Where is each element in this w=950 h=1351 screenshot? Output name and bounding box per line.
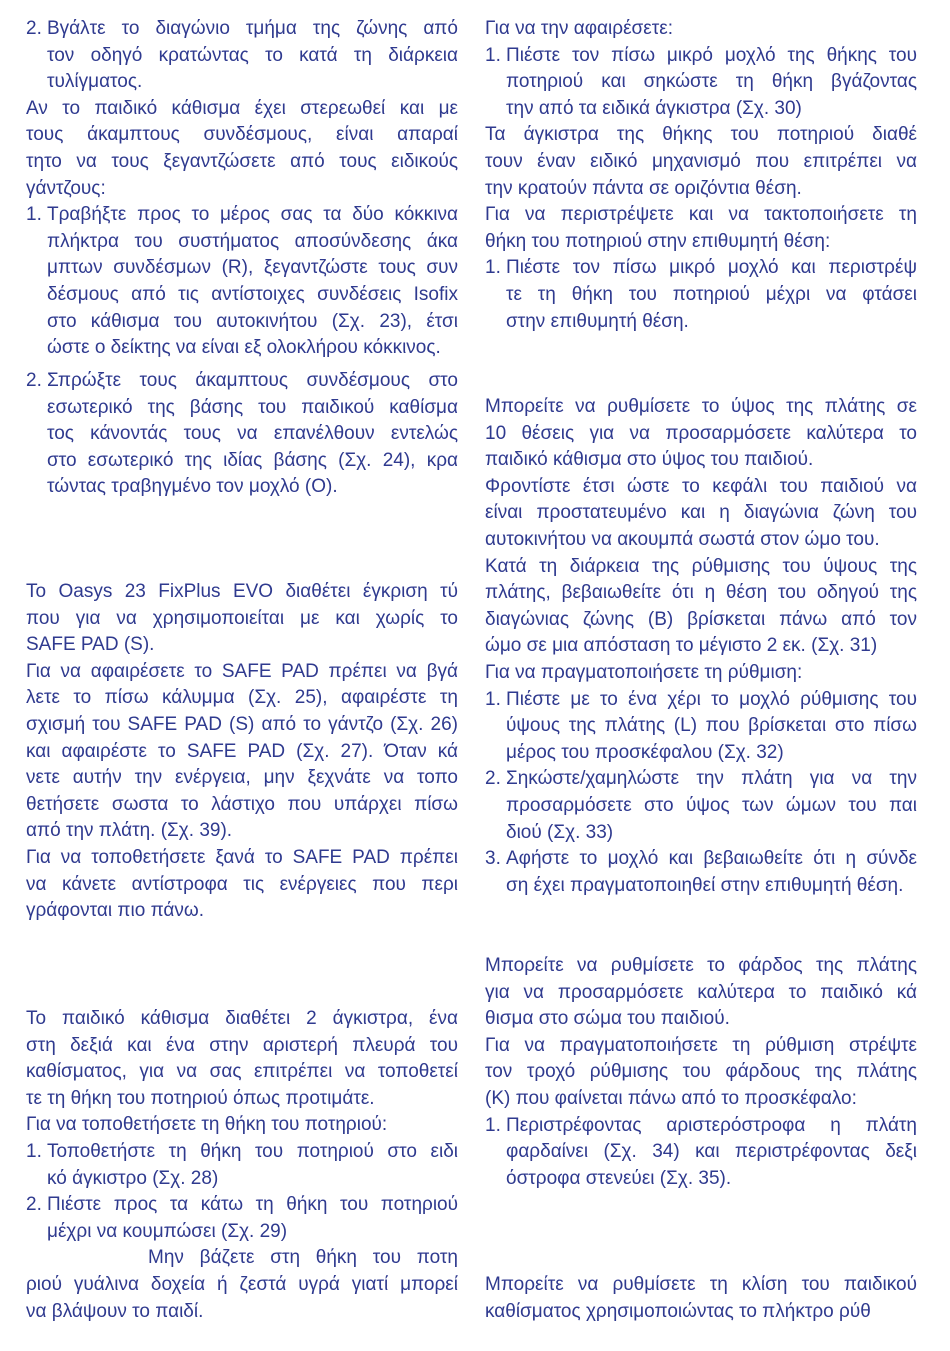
list-number: 2. [485,768,501,790]
list-number: 1. [26,204,42,226]
text-line: Για να την αφαιρέσετε: [485,18,673,39]
text-line: στη δεξιά και ένα στην αριστερή πλευρά του [26,1034,458,1056]
text-line: Αφήστε το μοχλό και βεβαιωθείτε ότι η σύνδε [506,848,917,870]
text-line: καθίσματος, για να σας επιτρέπει να τοποθετεί [26,1061,458,1083]
text-line: (K) που φαίνεται πάνω από το προσκέφαλο: [485,1088,857,1109]
text-line: για να προσαρμόσετε καλύτερα το παιδικό κά [485,981,917,1003]
text-line: τε τη θήκη του ποτηριού όπως προτιμάτε. [26,1087,375,1109]
text-line: τους άκαμπτους συνδέσμους, είναι απαραί [26,124,458,146]
text-line: θισμα στο σώμα του παιδιού. [485,1008,730,1030]
text-line: γράφονται πιο πάνω. [26,900,205,922]
list-number: 2. [26,1194,42,1216]
text-line: Τραβήξτε προς το μέρος σας τα δύο κόκκινα [47,204,458,226]
text-line: να βλάψουν το παιδί. [26,1300,204,1322]
text-line: Φροντίστε έτσι ώστε το κεφάλι του παιδιού να [485,475,917,497]
text-line: τώντας τραβηγμένο τον μοχλό (O). [47,476,338,498]
text-line: που για να χρησιμοποιείται με και χωρίς το [26,607,458,629]
text-line: Μπορείτε να ρυθμίσετε το ύψος της πλάτης σε [485,396,917,417]
text-line: την κρατούν πάντα σε οριζόντια θέση. [485,177,802,199]
text-line: γάντζους: [26,177,106,199]
text-line: και αφαιρέστε το SAFE PAD (Σχ. 27). Όταν κά [26,740,458,762]
text-line: μέχρι να κουμπώσει (Σχ. 29) [47,1220,288,1242]
text-line: καθίσματος χρησιμοποιώντας το πλήκτρο ρύθ [485,1300,871,1322]
text-line: Για να περιστρέψετε και να τακτοποιήσετε τη [485,204,917,226]
text-line: ώστε ο δείκτης να είναι εξ ολοκλήρου κόκκινος. [47,337,441,359]
list-number: 1. [26,1141,42,1162]
text-line: τε τη θήκη του ποτηριού μέχρι να φτάσει [506,284,917,305]
text-line: εσωτερικό της βάσης του παιδικού καθίσμα [47,396,458,418]
text-line: Πιέστε τον πίσω μικρό μοχλό της θήκης του [506,44,917,66]
list-number: 1. [485,1114,501,1136]
list-number: 2. [26,18,42,39]
text-line: Αν το παιδικό κάθισμα έχει στερεωθεί και με [26,97,458,119]
text-line: Για να τοποθετήσετε ξανά το SAFE PAD πρέπει [26,847,458,868]
text-line: Κατά τη διάρκεια της ρύθμισης του ύψους της [485,555,917,577]
text-line: πλήκτρα του συστήματος αποσύνδεσης άκα [47,230,458,252]
text-line: στο κάθισμα του αυτοκινήτου (Σχ. 23), έτσι [47,310,458,332]
text-line: παιδικό κάθισμα στο ύψος του παιδιού. [485,449,814,471]
list-number: 2. [26,370,42,391]
text-line: Περιστρέφοντας αριστερόστροφα η πλάτη [506,1114,917,1136]
text-line: Μπορείτε να ρυθμίσετε το φάρδος της πλάτης [485,955,917,976]
text-line: διαγώνιας ζώνης (B) βρίσκεται πάνω από τον [485,608,917,630]
text-line: τητο να τους ξεγαντζώσετε από τους ειδικούς [26,151,458,172]
list-number: 1. [485,688,501,710]
text-line: τυλίγματος. [47,71,143,93]
text-line: δέσμους από τις αντίστοιχες συνδέσεις Isofix [47,284,458,305]
text-line: διού (Σχ. 33) [506,821,614,843]
text-line: την από τα ειδικά άγκιστρα (Σχ. 30) [506,97,802,119]
text-line: όστροφα στενεύει (Σχ. 35). [506,1167,732,1189]
text-line: πλάτης, βεβαιωθείτε ότι η θέση του οδηγού της [485,582,917,604]
text-line: μέρος του προσκέφαλου (Σχ. 32) [506,741,784,763]
text-line: Βγάλτε το διαγώνιο τμήμα της ζώνης από [47,18,458,39]
text-line: ριού γυάλινα δοχεία ή ζεστά υγρά γιατί μπορεί [26,1274,458,1295]
list-number: 1. [485,44,501,66]
text-line: Για να πραγματοποιήσετε τη ρύθμιση στρέψτε [485,1034,917,1056]
list-number: 3. [485,848,501,870]
text-line: ποτηριού και σηκώστε τη θήκη βγάζοντας [506,71,917,93]
text-line: λετε το πίσω κάλυμμα (Σχ. 25), αφαιρέστε τη [26,687,458,709]
text-line: Τα άγκιστρα της θήκης του ποτηριού διαθέ [485,124,917,146]
list-number: 1. [485,257,501,279]
text-line: τουν έναν ειδικό μηχανισμό που επιτρέπει να [485,151,917,172]
text-line: μπτων συνδέσμων (R), ξεγαντζώστε τους συν [47,257,458,279]
text-line: Πιέστε προς τα κάτω τη θήκη του ποτηριού [47,1194,458,1216]
text-line: Σηκώστε/χαμηλώστε την πλάτη για να την [506,768,917,790]
text-line: νετε αυτήν την ενέργεια, μην ξεχνάτε να τοπο [26,767,458,789]
text-line: προσαρμόσετε στο ύψος των ώμων του παι [506,795,917,816]
text-line: 10 θέσεις για να προσαρμόσετε καλύτερα το [485,422,917,444]
text-line: στο εσωτερικό της ιδίας βάσης (Σχ. 24), κρα [47,449,458,471]
text-line: θετήσετε σωστα το λάστιχο που υπάρχει πίσω [26,793,458,815]
text-line: από την πλάτη. (Σχ. 39). [26,820,233,842]
text-line: Τοποθετήστε τη θήκη του ποτηριού στο ειδι [47,1141,458,1162]
text-line: σχισμή του SAFE PAD (S) από το γάντζο (Σχ. 26) [26,714,458,735]
text-line: Για να αφαιρέσετε το SAFE PAD πρέπει να βγά [26,660,458,682]
text-line: κό άγκιστρο (Σχ. 28) [47,1167,219,1189]
text-line: SAFE PAD (S). [26,634,155,656]
text-line: Πιέστε τον πίσω μικρό μοχλό και περιστρέψ [506,257,917,279]
text-line: θήκη του ποτηριού στην επιθυμητή θέση: [485,230,831,252]
text-line: τον οδηγό κρατώντας το κατά τη διάρκεια [47,44,458,66]
text-line: ύψους της πλάτης (L) που βρίσκεται στο πίσω [506,715,917,737]
text-line: τον τροχό ρύθμισης του φάρδους της πλάτης [485,1061,917,1083]
text-line: ώμο σε μια απόσταση το μέγιστο 2 εκ. (Σχ. 31) [485,635,878,657]
text-line: Για να πραγματοποιήσετε τη ρύθμιση: [485,662,803,683]
text-line: Το παιδικό κάθισμα διαθέτει 2 άγκιστρα, ένα [26,1008,458,1029]
text-line: στην επιθυμητή θέση. [506,310,689,332]
text-line: φαρδαίνει (Σχ. 34) και περιστρέφοντας δεξι [506,1141,917,1163]
text-line: ση έχει πραγματοποιηθεί στην επιθυμητή θέση. [506,874,904,896]
text-line: Μπορείτε να ρυθμίσετε τη κλίση του παιδικού [485,1274,917,1295]
text-line: τος κάνοντάς τους να επανέλθουν εντελώς [47,423,458,445]
text-line: να κάνετε αντίστροφα τις ενέργειες που περι [26,873,458,895]
text-line: Μην βάζετε στη θήκη του ποτη [148,1247,458,1269]
text-line: Για να τοποθετήσετε τη θήκη του ποτηριού: [26,1114,388,1136]
text-line: Πιέστε με το ένα χέρι το μοχλό ρύθμισης του [506,688,917,710]
text-line: είναι προστατευμένο και η διαγώνια ζώνη του [485,502,917,524]
text-line: αυτοκινήτου να ακουμπά σωστά στον ώμο του. [485,529,880,550]
text-line: Σπρώξτε τους άκαμπτους συνδέσμους στο [47,370,458,391]
text-line: Το Oasys 23 FixPlus EVO διαθέτει έγκριση τύ [26,581,458,602]
